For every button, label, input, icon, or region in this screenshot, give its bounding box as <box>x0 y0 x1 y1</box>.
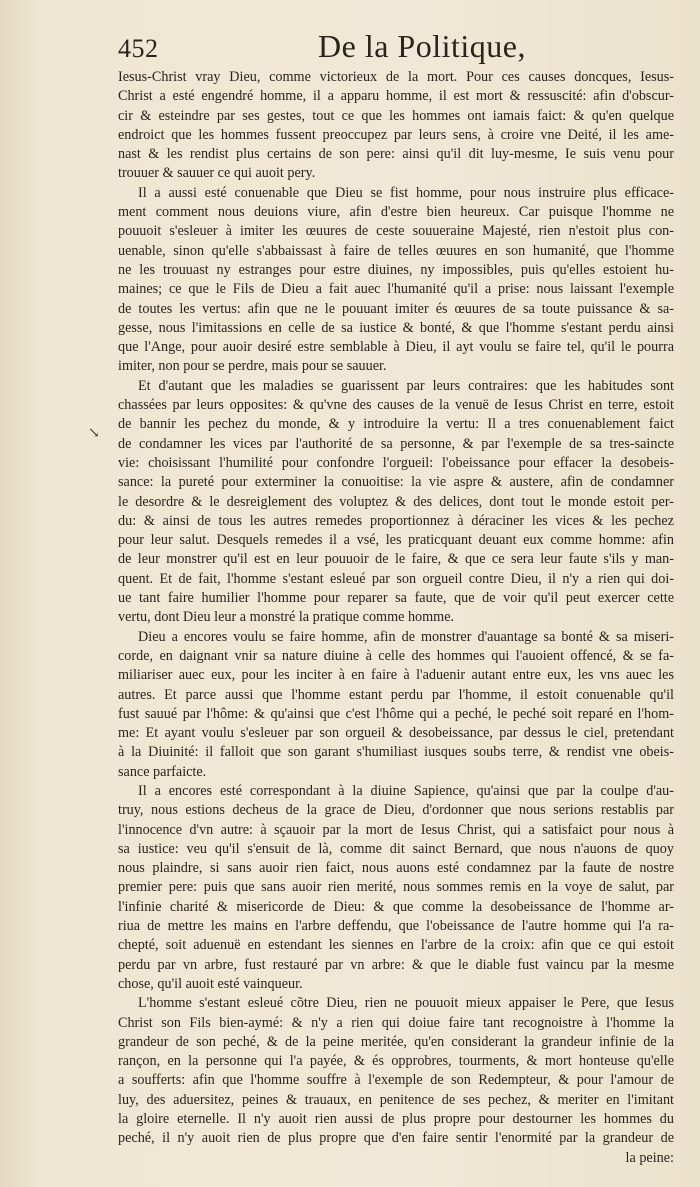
text-line: chose, qu'il auoit esté vainqueur. <box>118 975 303 992</box>
text-line: imiter, non pour se perdre, mais pour se sauuer. <box>118 358 387 375</box>
text-line: chassées par leurs opposites: & qu'vne des causes de la venuë de Iesus Christ en terre, estoit <box>118 397 674 414</box>
text-line: a soufferts: afin que l'homme souffre à l'exemple de son Redempteur, & pour l'amour de <box>118 1072 674 1089</box>
text-line: Il a encores esté correspondant à la diuine Sapience, qu'ainsi que par la coulpe d'au- <box>138 782 674 799</box>
text-line: chepté, soit aduenuë en estendant les siennes en l'arbre de la croix: afin que ce qui estoit <box>118 937 674 954</box>
margin-pointer-icon: ↘ <box>88 426 100 441</box>
paragraph <box>118 377 674 628</box>
text-line: de toutes les vertus: afin que ne le pouuant imiter és œuures de sa toute puissance & sa- <box>118 300 674 317</box>
text-line: la gloire eternelle. Il n'y auoit rien aussi de plus propre pour destourner les hommes du <box>118 1111 674 1128</box>
text-line: perdu par vn arbre, fust restauré par vn arbre: & que le diable fust vaincu par la mesme <box>118 956 674 973</box>
text-line: Et d'autant que les maladies se guarissent par leurs contraires: que les habitudes sont <box>138 377 674 394</box>
text-line: Iesus-Christ vray Dieu, comme victorieux de la mort. Pour ces causes doncques, Iesus- <box>118 69 674 85</box>
text-line: miliariser auec eux, pour les inciter à en faire à l'aduenir autant entre eux, les vns auec les <box>118 667 674 684</box>
running-title: De la Politique, <box>318 28 526 64</box>
text-line: trouuer & sauuer ce qui auoit pery. <box>118 165 316 182</box>
text-line: Il a aussi esté conuenable que Dieu se fist homme, pour nous instruire plus efficace- <box>138 184 674 201</box>
text-line: me: Et ayant voulu s'esleuer par son orgueil & desobeissance, par dessus le ciel, pretendant <box>118 725 674 742</box>
paragraph <box>118 782 674 994</box>
text-line: ne les trouuast ny estranges pour estre diuines, ny impossibles, puis qu'elles estoient hu- <box>118 261 674 278</box>
text-line: maines; ce que le Fils de Dieu a fait auec l'humanité qu'il a prise: nous laissant l'exemple <box>118 281 674 298</box>
page-number: 452 <box>118 34 159 63</box>
text-line: pour leur salut. Desquels remedes il a vsé, les praticquant deuant eux comme homme: afin <box>118 532 674 549</box>
text-line: uenable, sinon qu'elle s'abbaissast à faire de telles œuures en son humanité, que l'homme <box>118 242 674 259</box>
text-line: grandeur de son peché, & de la peine meritée, qu'en considerant la grandeur infinie de la <box>118 1033 674 1050</box>
paragraph <box>118 628 674 782</box>
paragraph <box>118 184 674 377</box>
text-line: sance: la pureté pour exterminer la conuoitise: la vie aspre & austere, afin de condamner <box>118 474 674 491</box>
text-line: L'homme s'estant esleué cõtre Dieu, rien ne pouuoit mieux appaiser le Pere, que Iesus <box>138 995 674 1012</box>
text-line: Dieu a encores voulu se faire homme, afin de monstrer d'auantage sa bonté & sa miseri- <box>138 628 674 645</box>
text-line: corde, en daignant vnir sa nature diuine à celle des hommes qui l'auoient offencé, & se fa- <box>118 647 674 664</box>
text-line: fust sauué par l'hôme: & qu'ainsi que c'est l'hôme qui a peché, le peché soit reparé en l'hom- <box>118 705 674 722</box>
text-line: sa iustice: veu qu'il s'ensuit de là, comme dit sainct Bernard, que nous n'auons de quoy <box>118 840 674 857</box>
text-line: de leur monstrer qu'il est en leur pouuoir de le faire, & que ce sera leur faute s'ils y man- <box>118 551 674 568</box>
text-line: du: & ainsi de tous les autres remedes proportionnez à déraciner les vices & les pechez <box>118 512 674 529</box>
text-line: cir & esteindre par ses gestes, tout ce que les hommes ont iamais faict: & qu'en quelque <box>118 107 674 124</box>
text-line: l'infinie charité & misericorde de Dieu: & que comme la desobeissance de l'homme ar- <box>118 898 674 915</box>
text-line: Christ son Fils bien-aymé: & n'y a rien qui doiue faire tant recognoistre à l'homme la <box>118 1014 674 1031</box>
text-line: riua de mettre les mains en l'arbre deffendu, que l'obeissance de l'autre homme qui l'a ra- <box>118 918 674 935</box>
text-line: la peine: <box>625 1149 674 1166</box>
text-line: de bannir les pechez du monde, & y introduire la vertu: Il a tres conuenablement faict <box>118 416 674 433</box>
text-line: vertu, dont Dieu leur a monstré la pratique comme homme. <box>118 609 455 626</box>
text-line: ment comment nous deuions viure, afin d'estre bien heureux. Car puisque l'homme ne <box>118 204 674 221</box>
text-line: le desordre & le desreiglement des voluptez & des delices, dont tout le monde estoit per- <box>118 493 674 510</box>
text-line: gesse, nous l'imitassions en celle de sa iustice & bonté, & que l'homme s'estant perdu ainsi <box>118 319 674 336</box>
body-text <box>118 68 674 1168</box>
text-line: que l'Ange, pour auoir desiré estre semblable à Dieu, il ayt voulu se faire tel, qu'il le pourra <box>118 339 674 356</box>
text-line: pouuoit s'esleuer à imiter les œuures de ceste souueraine Majesté, rien n'estoit plus con- <box>118 223 674 240</box>
paragraph <box>118 994 674 1168</box>
text-line: endroict que les hommes fussent preoccupez par leurs sens, à croire vne Deité, il les ame- <box>118 126 674 143</box>
text-line: rançon, en la personne qui l'a payée, & és opprobres, tourments, & mort honteuse qu'elle <box>118 1053 674 1070</box>
text-line: ue tant faire humilier l'homme pour reparer sa faute, que de voir qu'il peut exercer cette <box>118 590 674 607</box>
text-line: Christ a esté engendré homme, il a apparu homme, il est mort & ressuscité: afin d'obscur- <box>118 88 674 105</box>
paragraph <box>118 68 674 184</box>
text-line: sance parfaicte. <box>118 763 207 780</box>
text-line: de condamner les vices par l'authorité de sa personne, & par l'exemple de sa tres-saincte <box>118 435 674 452</box>
text-line: truy, nous estions decheus de la grace de Dieu, d'ordonner que nous serions restablis par <box>118 802 674 819</box>
text-line: l'innocence d'vn autre: à sçauoir par la mort de Iesus Christ, qui a satisfaict pour nous à <box>118 821 674 838</box>
text-line: premier pere: puis que sans auoir rien merité, nous sommes remis en la voye de salut, par <box>118 879 674 896</box>
text-line: nast & les rendist plus certains de son pere: ainsi qu'il dit luy-mesme, Ie suis venu pour <box>118 146 674 163</box>
text-line: peché, il n'y auoit rien de plus propre que d'en faire sentir l'enormité par la grandeur de <box>118 1130 674 1147</box>
text-line: luy, des aduersitez, peines & trauaux, en penitence de ses pechez, & meriter en l'imitant <box>118 1091 674 1108</box>
text-line: nous plaindre, si sans auoir rien faict, nous auons esté condamnez par la faute de nostre <box>118 860 674 877</box>
text-line: autres. Et parce aussi que l'homme estant perdu par l'homme, il estoit conuenable qu'il <box>118 686 674 703</box>
page-header <box>118 28 660 68</box>
text-line: à la Diuinité: il falloit que son garant s'humiliast iusques soubs terre, & rendist vne obeis- <box>118 744 674 761</box>
text-line: vie: choisissant l'humilité pour confondre l'orgueil: l'obeissance pour effacer la desobeis- <box>118 454 674 471</box>
text-line: quent. Et de fait, l'homme s'estant esleué par son orgueil contre Dieu, il n'y a rien qui doi- <box>118 570 674 587</box>
